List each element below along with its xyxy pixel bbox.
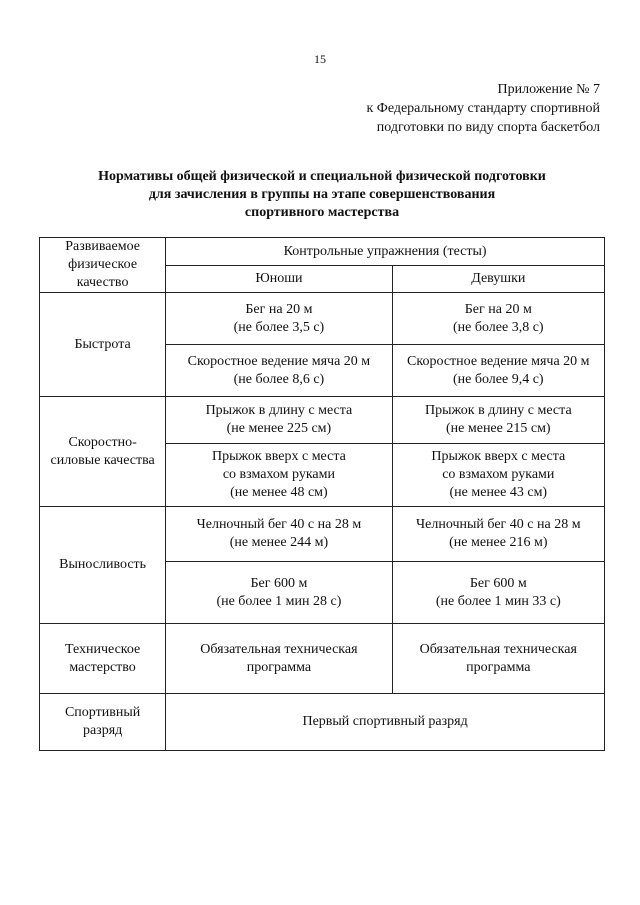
test-line: Скоростное ведение мяча 20 м [407, 353, 590, 369]
boys-test-cell [166, 397, 392, 444]
quality-line: Выносливость [59, 557, 147, 572]
test-line: (не более 3,8 с) [453, 319, 544, 335]
quality-line: разряд [82, 723, 123, 738]
test-line: (не более 3,5 с) [233, 319, 325, 335]
boys-test-cell [166, 562, 392, 624]
header-tests-cell: Контрольные упражнения (тесты) [166, 238, 605, 266]
quality-cell [40, 694, 166, 751]
quality-line: Спортивный [64, 705, 141, 720]
test-line: Прыжок в длину с места [424, 403, 572, 418]
girls-test-cell [392, 444, 604, 507]
quality-line: Скоростно- [68, 434, 137, 450]
test-line: Бег 600 м [250, 575, 308, 591]
test-line: (не более 1 мин 33 с) [435, 593, 561, 609]
test-line: (не менее 43 см) [449, 485, 548, 500]
header-quality-cell [40, 238, 166, 293]
test-line: (не менее 225 см) [226, 421, 332, 436]
test-line: Обязательная техническая [200, 641, 358, 657]
quality-cell [40, 624, 166, 694]
girls-test-cell [392, 345, 604, 397]
test-line: со взмахом руками [442, 467, 555, 482]
test-line: Челночный бег 40 с на 28 м [416, 517, 581, 532]
header-quality-line: качество [76, 275, 129, 290]
page-number: 15 [314, 52, 326, 66]
test-line: (не более 9,4 с) [453, 371, 544, 387]
quality-cell [40, 293, 166, 397]
test-line: Прыжок вверх с места [211, 449, 346, 464]
test-line: Скоростное ведение мяча 20 м [187, 353, 371, 369]
test-line: (не менее 244 м) [229, 535, 329, 550]
appendix-line: к Федеральному стандарту спортивной [366, 101, 600, 116]
title-line: спортивного мастерства [244, 205, 400, 220]
header-quality-line: Развиваемое [65, 239, 140, 254]
boys-test-cell [166, 444, 392, 507]
test-line: (не менее 48 см) [230, 485, 328, 500]
boys-test-cell [166, 345, 392, 397]
test-line: программа [246, 659, 312, 675]
document-title [40, 168, 604, 222]
test-line: Бег 600 м [469, 575, 527, 591]
header-quality-line: физическое [68, 257, 138, 272]
appendix-line: Приложение № 7 [497, 82, 600, 97]
test-line: (не более 8,6 с) [233, 371, 325, 387]
girls-test-cell [392, 507, 604, 562]
quality-cell [40, 507, 166, 624]
girls-test-cell [392, 562, 604, 624]
quality-line: силовые качества [50, 452, 155, 468]
quality-cell [40, 397, 166, 507]
header-girls-cell: Девушки [392, 266, 604, 293]
test-line: со взмахом руками [222, 467, 335, 482]
rank-value-cell: Первый спортивный разряд [166, 694, 605, 751]
test-line: (не менее 216 м) [449, 535, 548, 550]
test-line: (не более 1 мин 28 с) [216, 593, 342, 609]
test-line: Бег на 20 м [464, 301, 532, 317]
test-line: Прыжок в длину с места [205, 403, 353, 418]
test-line: Обязательная техническая [419, 641, 577, 657]
girls-test-cell [392, 293, 604, 345]
appendix-line: подготовки по виду спорта баскетбол [376, 120, 600, 135]
appendix-header [300, 80, 600, 137]
quality-line: Техническое [64, 641, 141, 657]
test-line: (не менее 215 см) [446, 421, 551, 436]
test-line: Бег на 20 м [245, 301, 313, 317]
boys-test-cell [166, 507, 392, 562]
boys-test-cell [166, 624, 392, 694]
quality-line: мастерство [69, 659, 136, 675]
boys-test-cell [166, 293, 392, 345]
header-boys-cell: Юноши [166, 266, 392, 293]
norms-table [39, 237, 605, 751]
test-line: Прыжок вверх с места [431, 449, 566, 464]
test-line: Челночный бег 40 с на 28 м [196, 517, 362, 532]
title-line: Нормативы общей физической и специальной физической подготовки [98, 169, 546, 184]
test-line: программа [466, 659, 531, 675]
girls-test-cell [392, 397, 604, 444]
girls-test-cell [392, 624, 604, 694]
quality-line: Быстрота [74, 336, 131, 352]
title-line: для зачисления в группы на этапе совершенствования [148, 187, 496, 202]
